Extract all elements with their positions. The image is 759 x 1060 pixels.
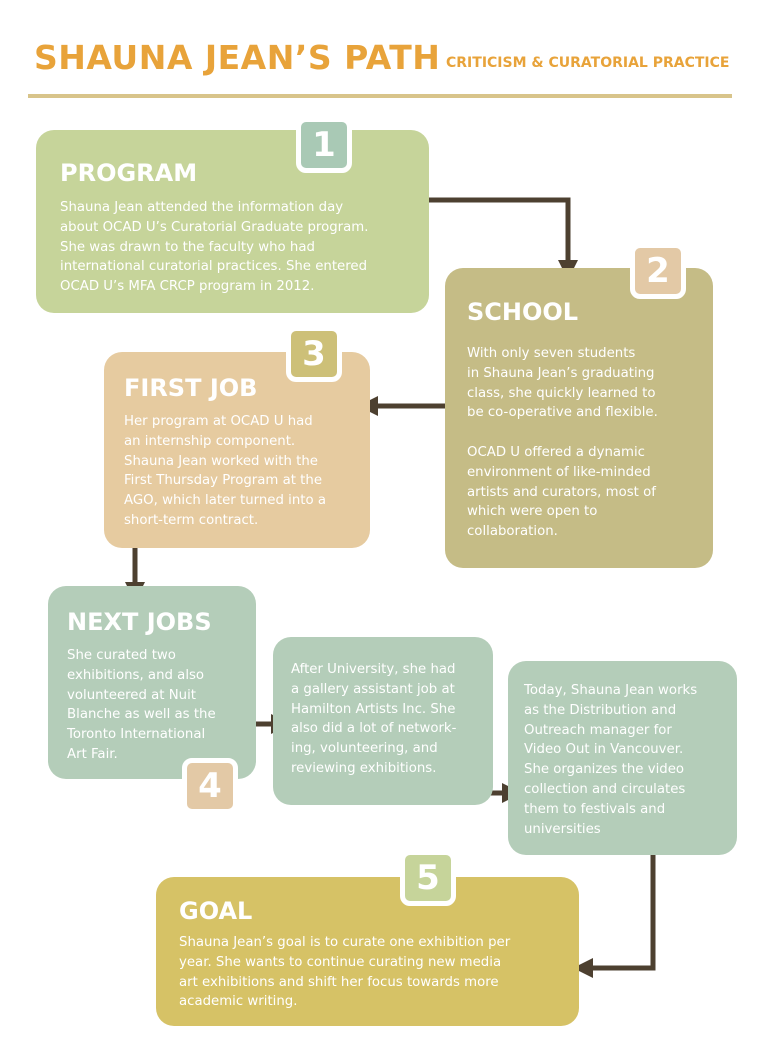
step-goal-card bbox=[156, 877, 579, 1026]
next-jobs-vancouver-text: Today, Shauna Jean works as the Distribution and Outreach manager for Video Out in Vancouver. She organizes the video collection and circulates them to festivals and universities bbox=[524, 683, 698, 837]
arrow-program-to-school bbox=[416, 200, 568, 270]
step-number-badge-5: 5 bbox=[400, 850, 456, 906]
step-first-job-text: Her program at OCAD U had an internship component. Shauna Jean worked with the First Thursday Program at the AGO, which later turned into a short-term contract. bbox=[124, 414, 326, 528]
step-next-jobs-title: NEXT JOBS bbox=[67, 608, 212, 636]
step-goal-text: Shauna Jean’s goal is to curate one exhibition per year. She wants to continue curating new media art exhibitions and shift her focus towards more academic writing. bbox=[179, 935, 511, 1010]
next-jobs-hamilton-text: After University, she had a gallery assistant job at Hamilton Artists Inc. She also did a lot of network- ing, volunteering, and reviewing exhibitions. bbox=[291, 662, 457, 776]
step-first-job-title: FIRST JOB bbox=[124, 374, 258, 402]
next-jobs-vancouver-card bbox=[508, 661, 737, 855]
step-school-card bbox=[445, 268, 713, 568]
step-school-text: With only seven students in Shauna Jean’s graduating class, she quickly learned to be co-operative and flexible. OCAD U offered a dynamic environment of like-minded artists and curators, most of which were open to collaboration. bbox=[467, 346, 658, 540]
step-program-text: Shauna Jean attended the information day about OCAD U’s Curatorial Graduate program. She was drawn to the faculty who had international curatorial practices. She entered OCAD U’s MFA CRCP program in 2012. bbox=[60, 200, 369, 295]
step-program-title: PROGRAM bbox=[60, 159, 198, 187]
arrow-vancouver-to-goal bbox=[583, 843, 653, 968]
step-school-title: SCHOOL bbox=[467, 298, 579, 326]
step-program-card bbox=[36, 130, 429, 313]
step-number-badge-2: 2 bbox=[630, 243, 686, 299]
page-subtitle: CRITICISM & CURATORIAL PRACTICE bbox=[446, 55, 730, 71]
step-number-badge-3: 3 bbox=[286, 326, 342, 382]
page-title: SHAUNA JEAN’S PATH bbox=[34, 38, 441, 77]
next-jobs-hamilton-card bbox=[273, 637, 493, 805]
step-next-jobs-text: She curated two exhibitions, and also volunteered at Nuit Blanche as well as the Toronto International Art Fair. bbox=[67, 648, 216, 762]
step-next-jobs-card bbox=[48, 586, 256, 779]
step-goal-title: GOAL bbox=[179, 897, 253, 925]
step-number-badge-4: 4 bbox=[182, 758, 238, 814]
step-number-badge-1: 1 bbox=[296, 117, 352, 173]
